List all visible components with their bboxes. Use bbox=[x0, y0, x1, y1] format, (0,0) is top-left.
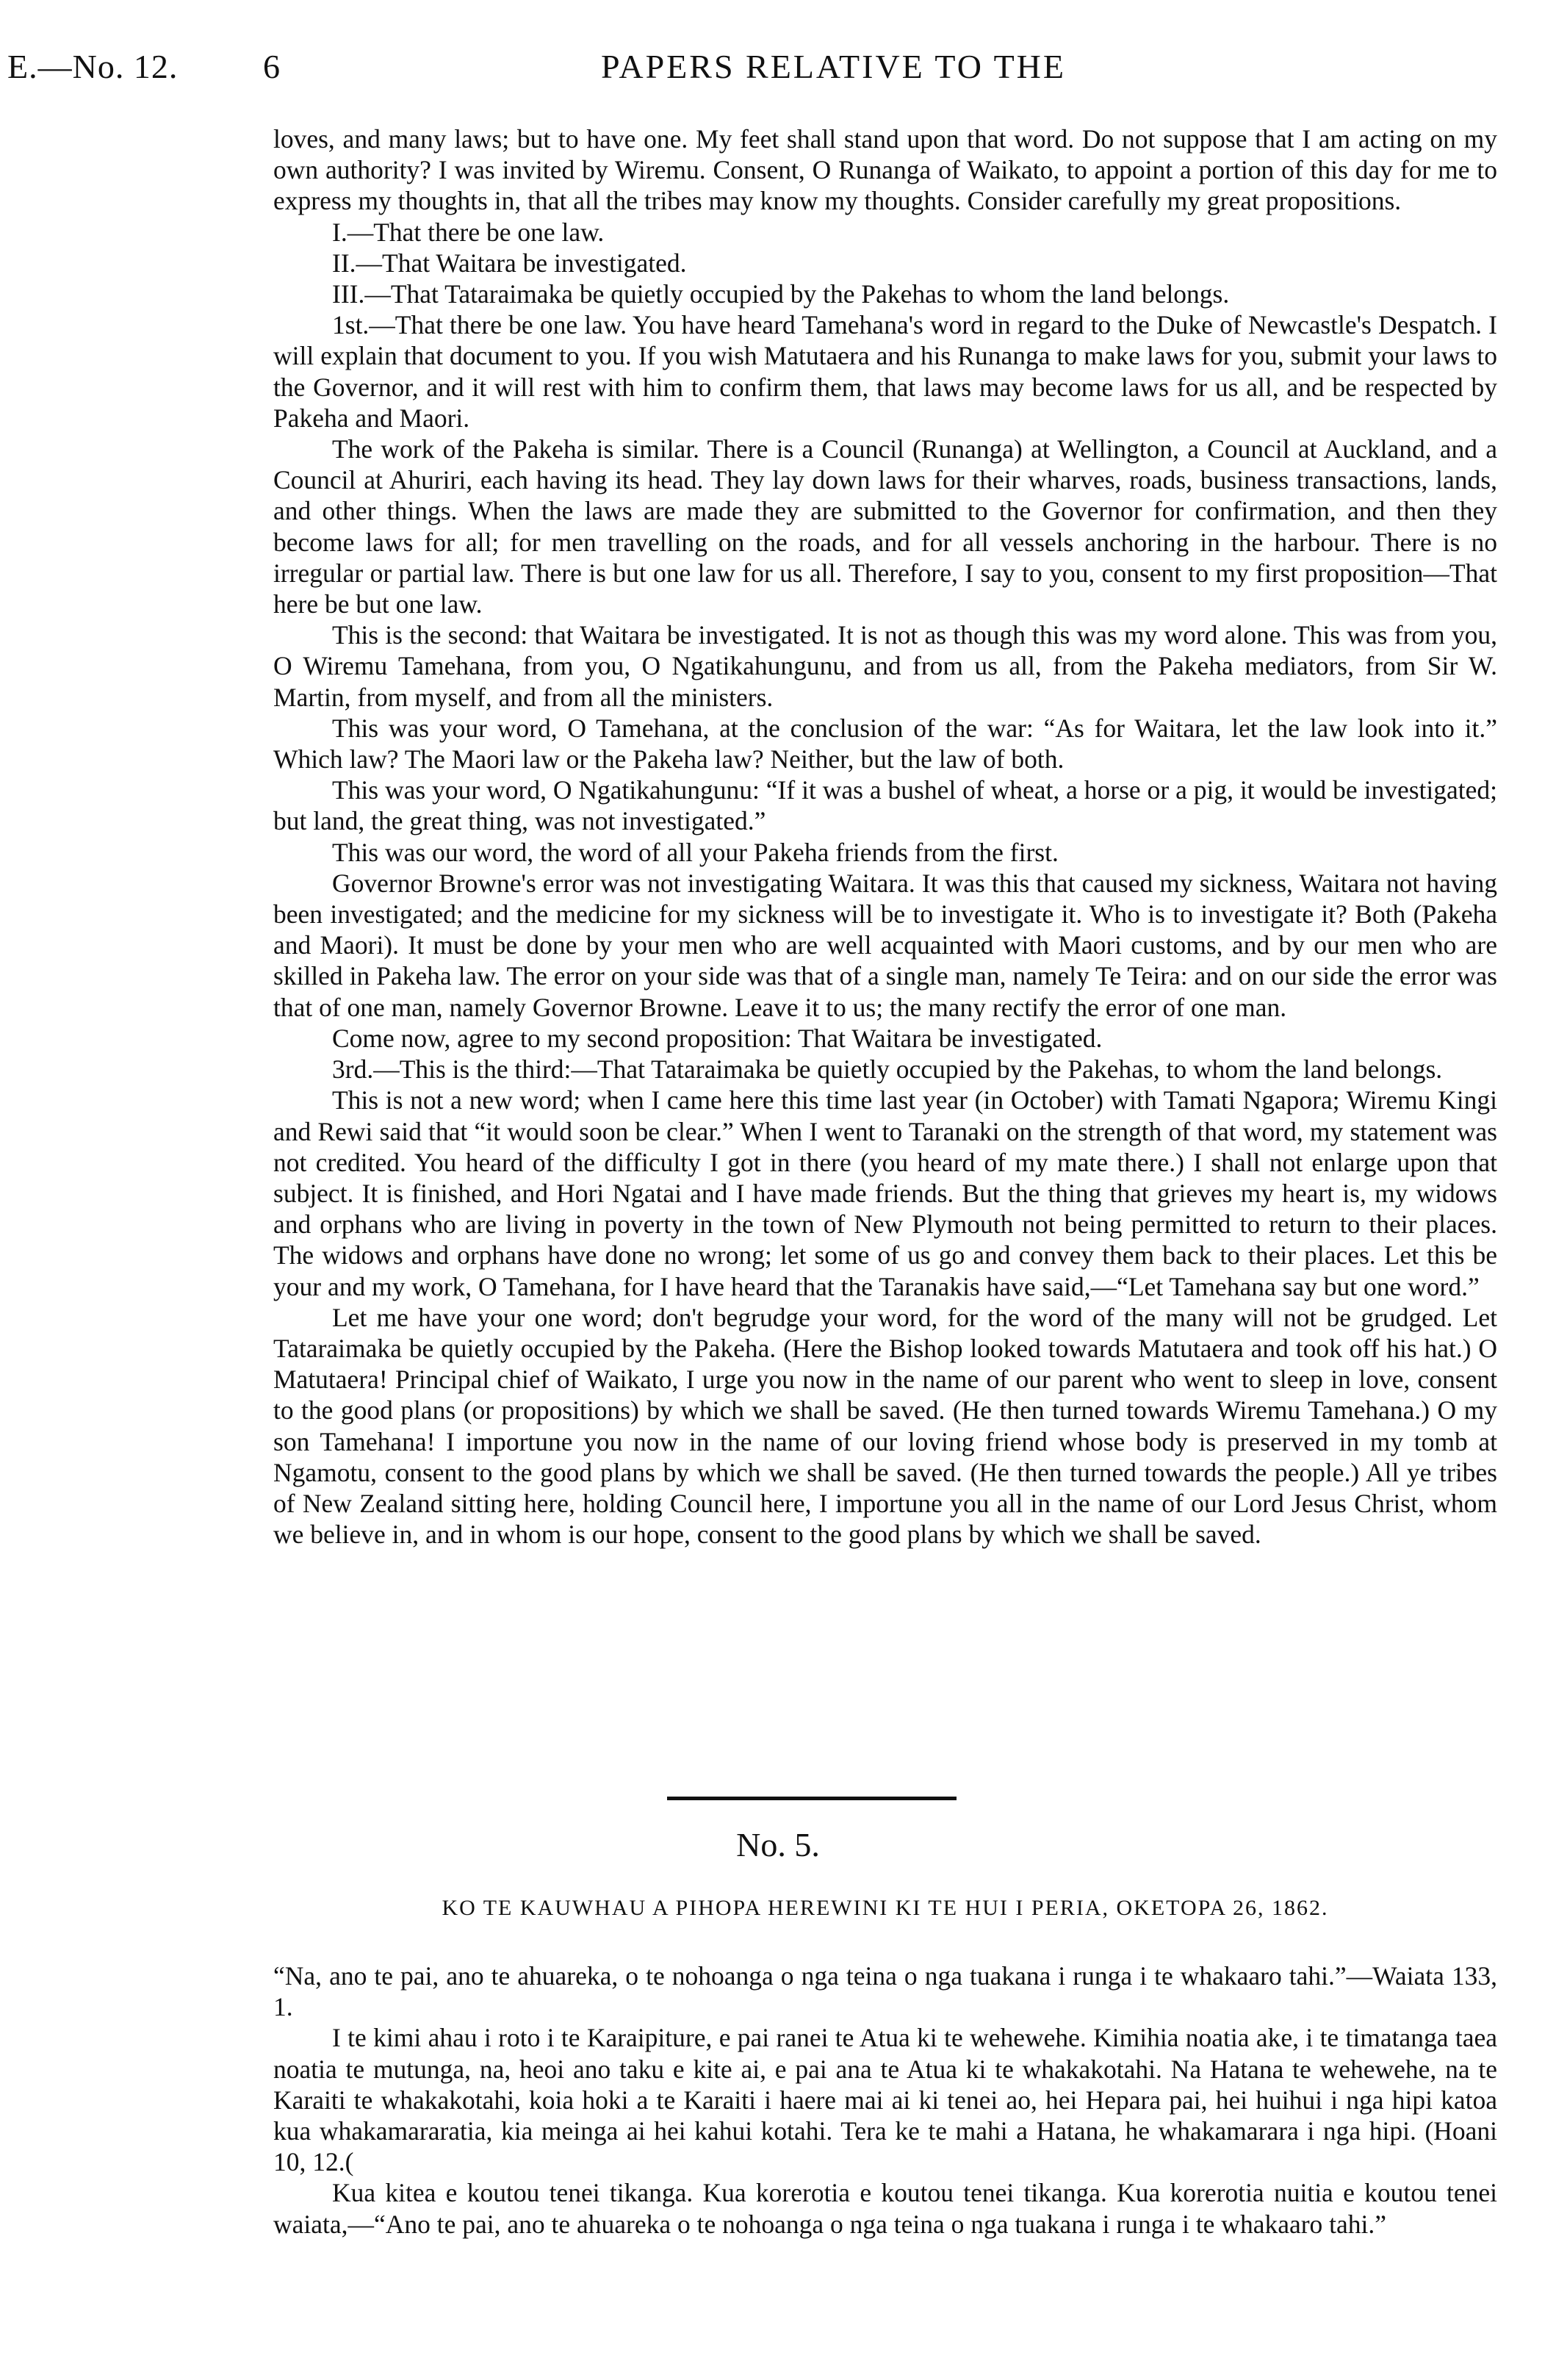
paragraph: 3rd.—This is the third:—That Tataraimaka be quietly occupied by the Pakehas, to whom the land belongs. bbox=[332, 1054, 1443, 1085]
section-heading: KO TE KAUWHAU A PIHOPA HEREWINI KI TE HUI I PERIA, OKETOPA 26, 1862. bbox=[442, 1896, 1329, 1920]
paragraph: The work of the Pakeha is similar. There is a Council (Runanga) at Wellington, a Council at Auckland, and a Council at Ahuriri, each having its head. They lay down laws for their wharves, roads, business transactions, lands, and other things. When the laws are made they are submitted to the Governor for confirmation, and then they become laws for all; for men travelling on the roads, and for all vessels anchoring in the harbour. There is no irregular or partial law. There is but one law for us all. Therefore, I say to you, consent to my first proposition—That here be but one law. bbox=[273, 434, 1497, 619]
paragraph: I te kimi ahau i roto i te Karaipiture, e pai ranei te Atua ki te wehewehe. Kimihia noatia ake, i te timatanga taea noatia te mutunga, na, heoi ano taku e kite ai, e pai ana te Atua ki te whakakotahi. Na Hatana te wehewehe, na te Karaiti te whakakotahi, koia hoki a te Karaiti i haere mai ai ki tenei ao, hei Hepara pai, hei huihui i nga hipi katoa kua whakamararatia, kia meinga ai hei kahui kotahi. Tera ke te mahi a Hatana, he whakamarara i nga hipi. (Hoani 10, 12.( bbox=[273, 2023, 1497, 2177]
paragraph: Kua kitea e koutou tenei tikanga. Kua korerotia e koutou tenei tikanga. Kua korerotia nuitia e koutou tenei waiata,—“Ano te pai, ano te ahuareka o te nohoanga o nga teina o nga tuakana i runga i te whakaaro tahi.” bbox=[273, 2178, 1497, 2239]
section-text bbox=[273, 1960, 1497, 2240]
paragraph: This was your word, O Tamehana, at the conclusion of the war: “As for Waitara, let the law look into it.” Which law? The Maori law or the Pakeha law? Neither, but the law of both. bbox=[273, 713, 1497, 774]
paragraph: This is the second: that Waitara be investigated. It is not as though this was my word alone. This was from you, O Wiremu Tamehana, from you, O Ngatikahungunu, and from us all, from the Pakeha mediators, from Sir W. Martin, from myself, and from all the ministers. bbox=[273, 620, 1497, 712]
paragraph: Governor Browne's error was not investigating Waitara. It was this that caused my sickness, Waitara not having been investigated; and the medicine for my sickness will be to investigate it. Who is to investigate it? Both (Pakeha and Maori). It must be done by your men who are well acquainted with Maori customs, and by our men who are skilled in Pakeha law. The error on your side was that of a single man, namely Te Teira: and on our side the error was that of one man, namely Governor Browne. Leave it to us; the many rectify the error of one man. bbox=[273, 868, 1497, 1022]
section-divider bbox=[667, 1797, 957, 1800]
paragraph: II.—That Waitara be investigated. bbox=[332, 248, 687, 278]
page-number: 6 bbox=[263, 48, 280, 85]
paragraph: I.—That there be one law. bbox=[332, 217, 605, 247]
running-title: PAPERS RELATIVE TO THE bbox=[601, 48, 1067, 85]
paragraph: Come now, agree to my second proposition: That Waitara be investigated. bbox=[332, 1023, 1103, 1053]
main-text bbox=[273, 123, 1497, 1550]
paragraph: This was your word, O Ngatikahungunu: “If it was a bushel of wheat, a horse or a pig, it would be investigated; but land, the great thing, was not investigated.” bbox=[273, 775, 1497, 836]
paragraph: loves, and many laws; but to have one. My feet shall stand upon that word. Do not suppose that I am acting on my own authority? I was invited by Wiremu. Consent, O Runanga of Waikato, to appoint a portion of this day for me to express my thoughts in, that all the tribes may know my thoughts. Consider carefully my great propositions. bbox=[273, 124, 1497, 216]
paragraph: This was our word, the word of all your Pakeha friends from the first. bbox=[332, 837, 1059, 867]
section-number: No. 5. bbox=[736, 1826, 820, 1863]
document-reference: E.—No. 12. bbox=[7, 48, 179, 85]
paragraph: III.—That Tataraimaka be quietly occupied by the Pakehas to whom the land belongs. bbox=[332, 279, 1230, 309]
paragraph: 1st.—That there be one law. You have heard Tamehana's word in regard to the Duke of Newcastle's Despatch. I will explain that document to you. If you wish Matutaera and his Runanga to make laws for you, submit your laws to the Governor, and it will rest with him to confirm them, that laws may become laws for us all, and be respected by Pakeha and Maori. bbox=[273, 310, 1497, 433]
page-header bbox=[0, 47, 1556, 98]
paragraph: This is not a new word; when I came here this time last year (in October) with Tamati Ngapora; Wiremu Kingi and Rewi said that “it would soon be clear.” When I went to Taranaki on the strength of that word, my statement was not credited. You heard of the difficulty I got in there (you heard of my mate there.) I shall not enlarge upon that subject. It is finished, and Hori Ngatai and I have made friends. But the thing that grieves my heart is, my widows and orphans who are living in poverty in the town of New Plymouth not being permitted to return to their places. The widows and orphans have done no wrong; let some of us go and convey them back to their places. Let this be your and my work, O Tamehana, for I have heard that the Taranakis have said,—“Let Tamehana say but one word.” bbox=[273, 1085, 1497, 1301]
paragraph: Let me have your one word; don't begrudge your word, for the word of the many will not be grudged. Let Tataraimaka be quietly occupied by the Pakeha. (Here the Bishop looked towards Matutaera and took off his hat.) O Matutaera! Principal chief of Waikato, I urge you now in the name of our parent who went to sleep in love, consent to the good plans (or propositions) by which we shall be saved. (He then turned towards Wiremu Tamehana.) O my son Tamehana! I importune you now in the name of our loving friend whose body is preserved in my tomb at Ngamotu, consent to the good plans by which we shall be saved. (He then turned towards the people.) All ye tribes of New Zealand sitting here, holding Council here, I importune you all in the name of our Lord Jesus Christ, whom we believe in, and in whom is our hope, consent to the good plans by which we shall be saved. bbox=[273, 1302, 1497, 1550]
paragraph: “Na, ano te pai, ano te ahuareka, o te nohoanga o nga teina o nga tuakana i runga i te whakaaro tahi.”—Waiata 133, 1. bbox=[273, 1961, 1497, 2022]
